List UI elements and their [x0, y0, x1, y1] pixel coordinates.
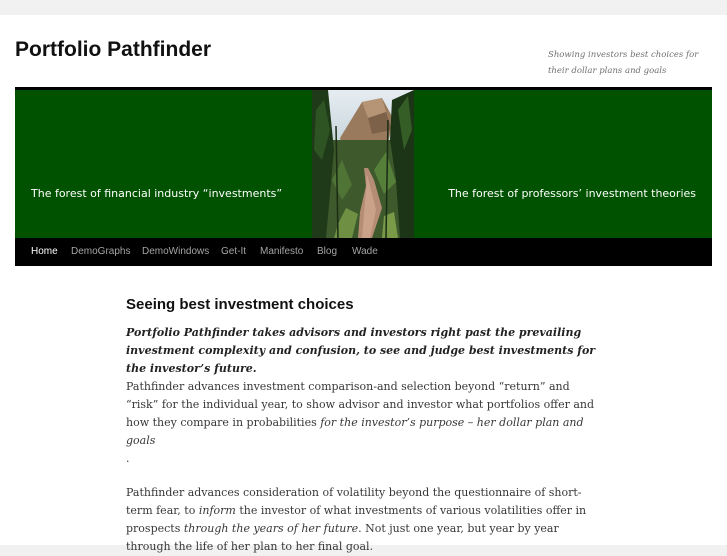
nav-item-get-it[interactable]: Get-It	[221, 246, 247, 257]
p1-text: Pathfinder advances investment comparison-and selection beyond “return” and “risk” for the individual year, to show advisor and investor what portfolios offer and how they compare in probabilities	[126, 380, 595, 429]
nav-item-home[interactable]: Home	[31, 246, 58, 257]
p2-text-b: the investor of what investments of various volatilities offer in prospects	[126, 504, 587, 535]
forest-trail-photo	[312, 90, 414, 238]
nav-item-blog[interactable]: Blog	[317, 246, 338, 257]
post-paragraph-1	[126, 378, 601, 450]
p2-text-c: . Not just one year, but year by year through the life of her plan to her final goal.	[126, 522, 559, 553]
p1-emphasis: for the investor’s purpose – her dollar plan and goals	[126, 416, 584, 447]
header-banner	[15, 87, 712, 238]
site-tagline: Showing investors best choices for their dollar plans and goals	[548, 50, 699, 76]
p2-emphasis-2: through the years of her future	[183, 522, 359, 535]
banner-caption-left: The forest of financial industry “investments”	[31, 187, 283, 200]
nav-item-demowindows[interactable]: DemoWindows	[142, 246, 210, 257]
main-nav	[15, 238, 712, 266]
p2-text-a: Pathfinder advances consideration of volatility beyond the questionnaire of short-term fear, to	[126, 486, 582, 517]
post-content	[126, 296, 601, 553]
forest-trail-illustration	[312, 90, 414, 238]
post-lead: Portfolio Pathfinder takes advisors and investors right past the prevailing investment complexity and confusion, to see and judge best investments for the investor’s future.	[126, 326, 596, 375]
site-title[interactable]: Portfolio Pathfinder	[15, 38, 211, 61]
banner-caption-right: The forest of professors’ investment theories	[448, 187, 696, 200]
p2-emphasis-1: inform	[198, 504, 236, 517]
post-separator: .	[126, 452, 130, 465]
post-title: Seeing best investment choices	[126, 296, 354, 313]
page	[0, 15, 727, 553]
nav-item-wade[interactable]: Wade	[352, 246, 378, 257]
nav-item-manifesto[interactable]: Manifesto	[260, 246, 304, 257]
nav-item-demographs[interactable]: DemoGraphs	[71, 246, 131, 257]
post-paragraph-2	[126, 484, 601, 556]
